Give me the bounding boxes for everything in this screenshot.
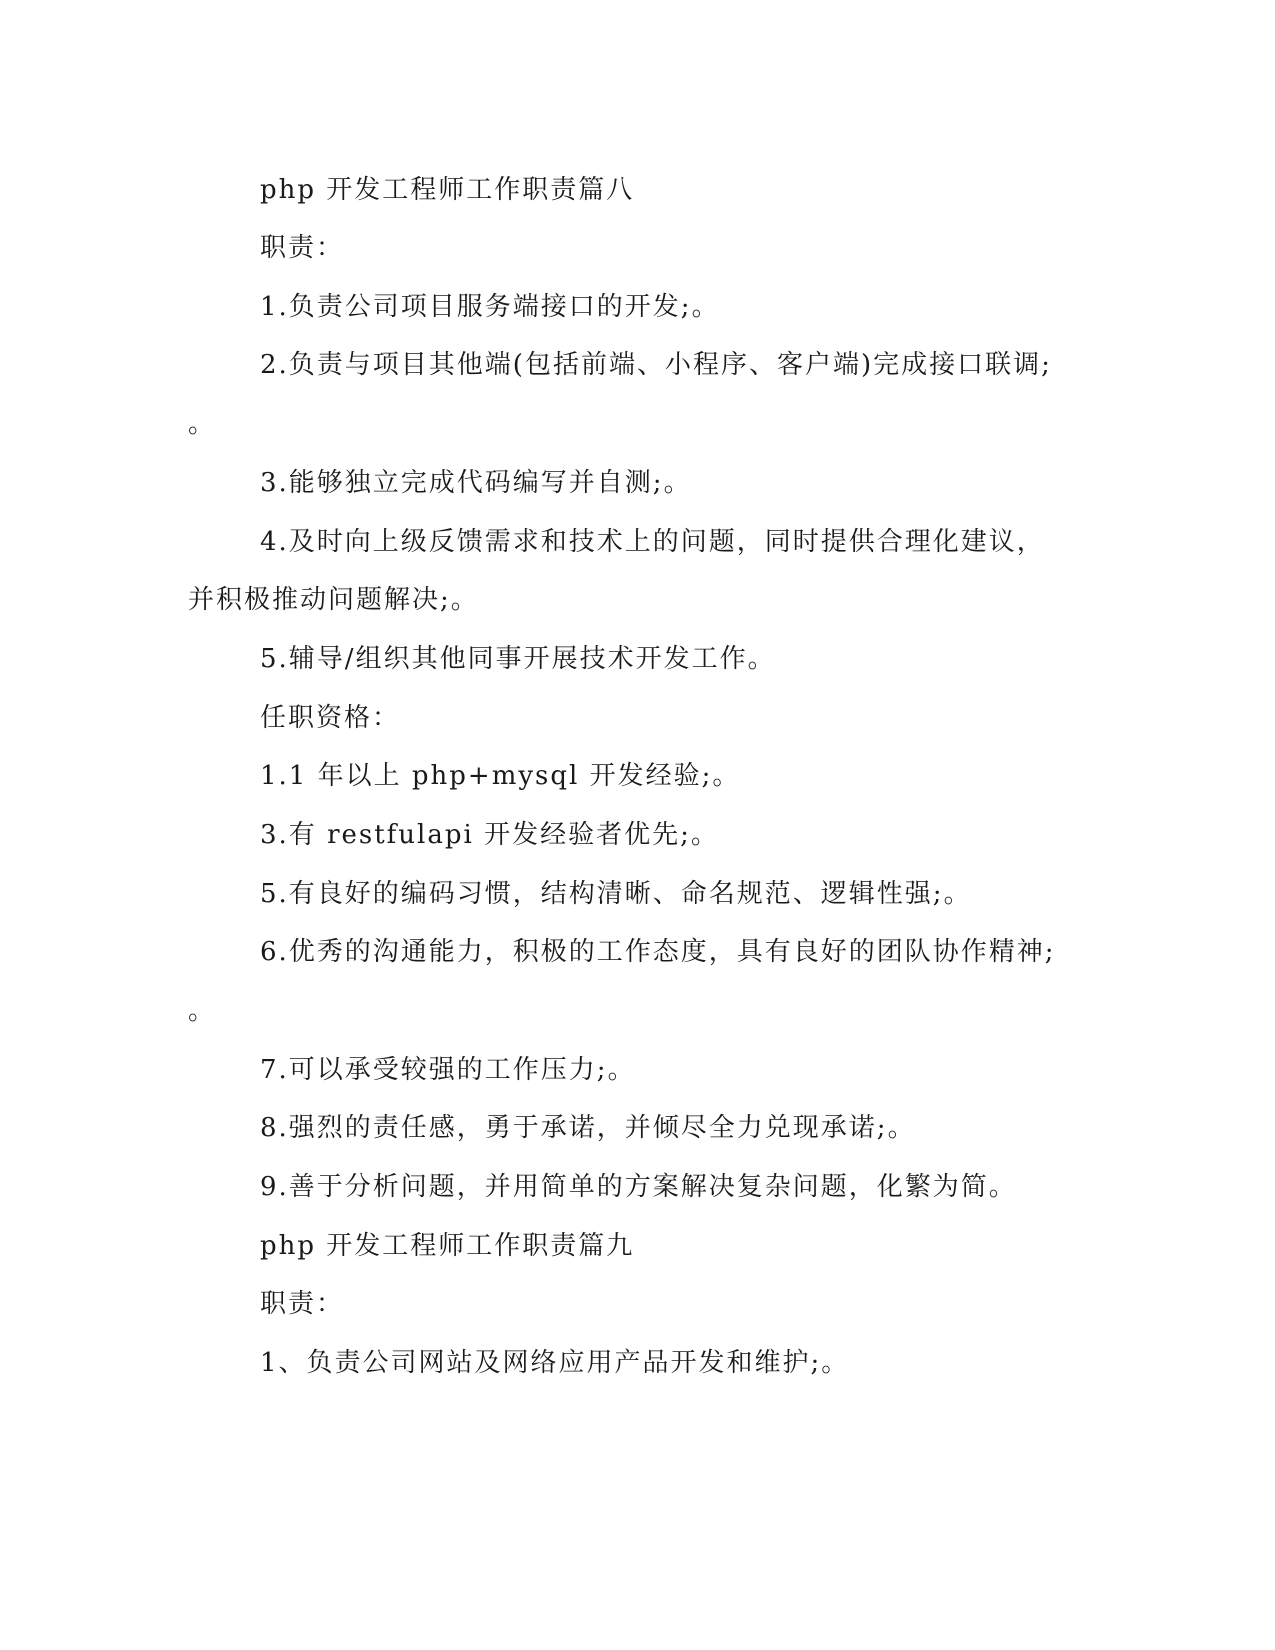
qualification-item-7: 7.可以承受较强的工作压力;。 xyxy=(260,1055,636,1085)
duty-item-2-continuation: 。 xyxy=(188,409,217,439)
qualification-item-6-continuation: 。 xyxy=(188,996,217,1026)
qualification-item-1: 1.1 年以上 php+mysql 开发经验;。 xyxy=(260,761,741,791)
duty-item-2: 2.负责与项目其他端(包括前端、小程序、客户端)完成接口联调; xyxy=(260,350,1052,380)
duty-item-5: 5.辅导/组织其他同事开展技术开发工作。 xyxy=(260,644,776,674)
duty-item-1: 1.负责公司项目服务端接口的开发;。 xyxy=(260,292,720,322)
subheading-qualifications: 任职资格： xyxy=(260,703,401,733)
subheading-duties-9: 职责： xyxy=(260,1289,345,1319)
duty-item-4-continuation: 并积极推动问题解决;。 xyxy=(188,585,479,615)
subheading-duties: 职责： xyxy=(260,233,345,263)
qualification-item-6: 6.优秀的沟通能力，积极的工作态度，具有良好的团队协作精神; xyxy=(260,937,1056,967)
duty-item-4: 4.及时向上级反馈需求和技术上的问题，同时提供合理化建议， xyxy=(260,527,1045,557)
qualification-item-3: 3.有 restfulapi 开发经验者优先;。 xyxy=(260,820,719,850)
qualification-item-9: 9.善于分析问题，并用简单的方案解决复杂问题，化繁为简。 xyxy=(260,1172,1017,1202)
section-heading-9: php 开发工程师工作职责篇九 xyxy=(260,1231,635,1261)
section-heading-8: php 开发工程师工作职责篇八 xyxy=(260,175,635,205)
duty-item-3: 3.能够独立完成代码编写并自测;。 xyxy=(260,468,692,498)
qualification-item-8: 8.强烈的责任感，勇于承诺，并倾尽全力兑现承诺;。 xyxy=(260,1113,916,1143)
qualification-item-5: 5.有良好的编码习惯，结构清晰、命名规范、逻辑性强;。 xyxy=(260,879,972,909)
duty-9-item-1: 1、负责公司网站及网络应用产品开发和维护;。 xyxy=(260,1348,850,1378)
